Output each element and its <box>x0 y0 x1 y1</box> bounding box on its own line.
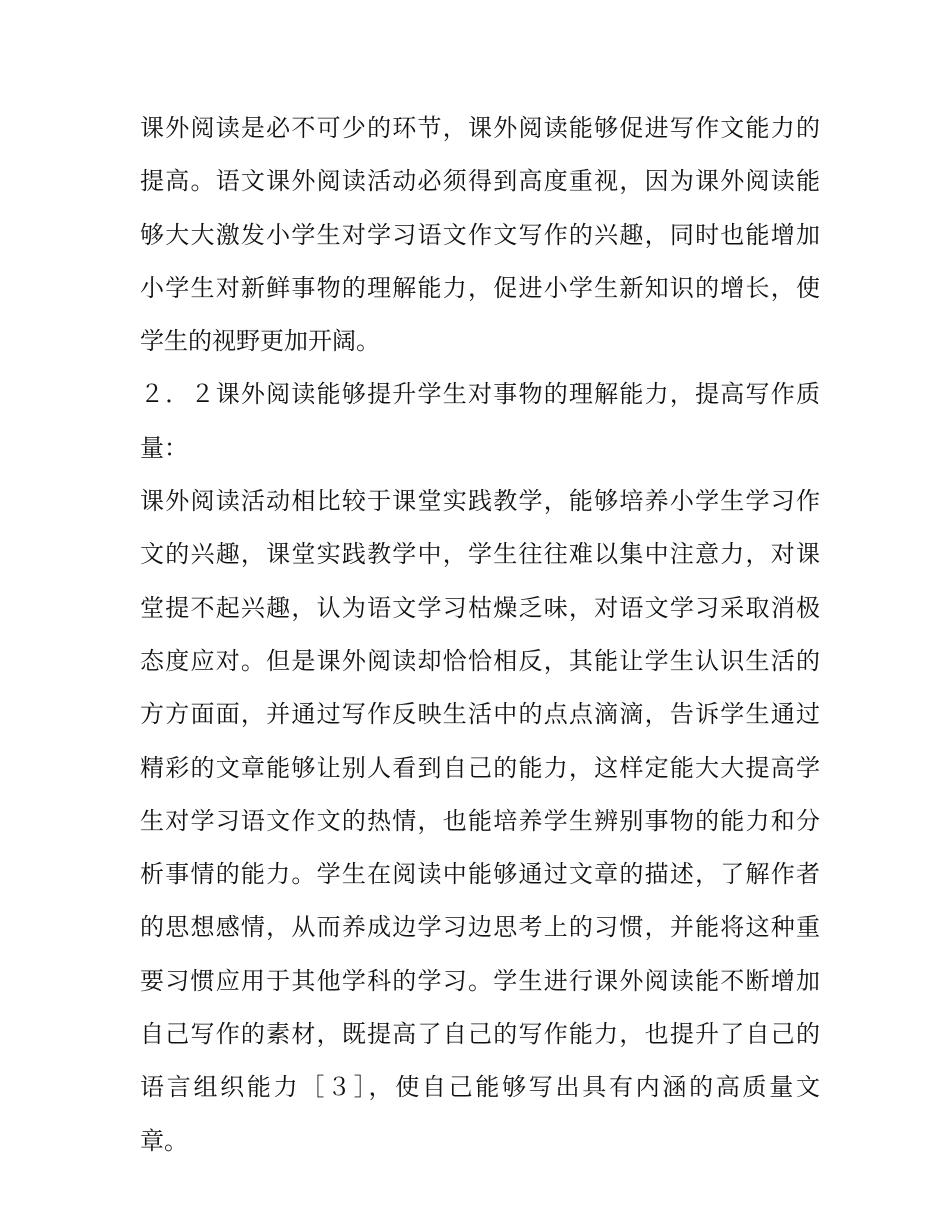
text-line: 语言组织能力［３］，使自己能够写出具有内涵的高质量文 <box>140 1073 820 1102</box>
text-line: 态度应对。但是课外阅读却恰恰相反，其能让学生认识生活的 <box>140 646 820 675</box>
text-line: 学生的视野更加开阔。 <box>140 327 380 356</box>
section-heading-2-2 <box>140 368 820 475</box>
text-line: 自己写作的素材，既提高了自己的写作能力，也提升了自己的 <box>140 1020 820 1049</box>
paragraph-reading-importance <box>140 102 820 368</box>
text-line: 够大大激发小学生对学习语文作文写作的兴趣，同时也能增加 <box>140 220 820 249</box>
text-line: 要习惯应用于其他学科的学习。学生进行课外阅读能不断增加 <box>140 966 820 995</box>
document-body <box>140 102 820 1168</box>
text-line: 堂提不起兴趣，认为语文学习枯燥乏味，对语文学习采取消极 <box>140 593 820 622</box>
text-line: 提高。语文课外阅读活动必须得到高度重视，因为课外阅读能 <box>140 167 820 196</box>
text-line: 课外阅读是必不可少的环节，课外阅读能够促进写作文能力的 <box>140 114 820 142</box>
text-line: 课外阅读活动相比较于课堂实践教学，能够培养小学生学习作 <box>140 487 820 516</box>
text-line: 文的兴趣，课堂实践教学中，学生往往难以集中注意力，对课 <box>140 540 820 569</box>
text-line: 小学生对新鲜事物的理解能力，促进小学生新知识的增长，使 <box>140 273 820 302</box>
text-line: 的思想感情，从而养成边学习边思考上的习惯，并能将这种重 <box>140 913 820 942</box>
paragraph-reading-benefits <box>140 475 820 1168</box>
text-line: 精彩的文章能够让别人看到自己的能力，这样定能大大提高学 <box>140 753 820 782</box>
heading-line: ２．２课外阅读能够提升学生对事物的理解能力，提高写作质 <box>140 380 820 409</box>
text-line: 方方面面，并通过写作反映生活中的点点滴滴，告诉学生通过 <box>140 700 820 729</box>
text-line: 生对学习语文作文的热情，也能培养学生辨别事物的能力和分 <box>140 806 820 835</box>
text-line: 析事情的能力。学生在阅读中能够通过文章的描述，了解作者 <box>140 860 820 889</box>
heading-line: 量： <box>140 433 188 462</box>
text-line: 章。 <box>140 1126 188 1155</box>
